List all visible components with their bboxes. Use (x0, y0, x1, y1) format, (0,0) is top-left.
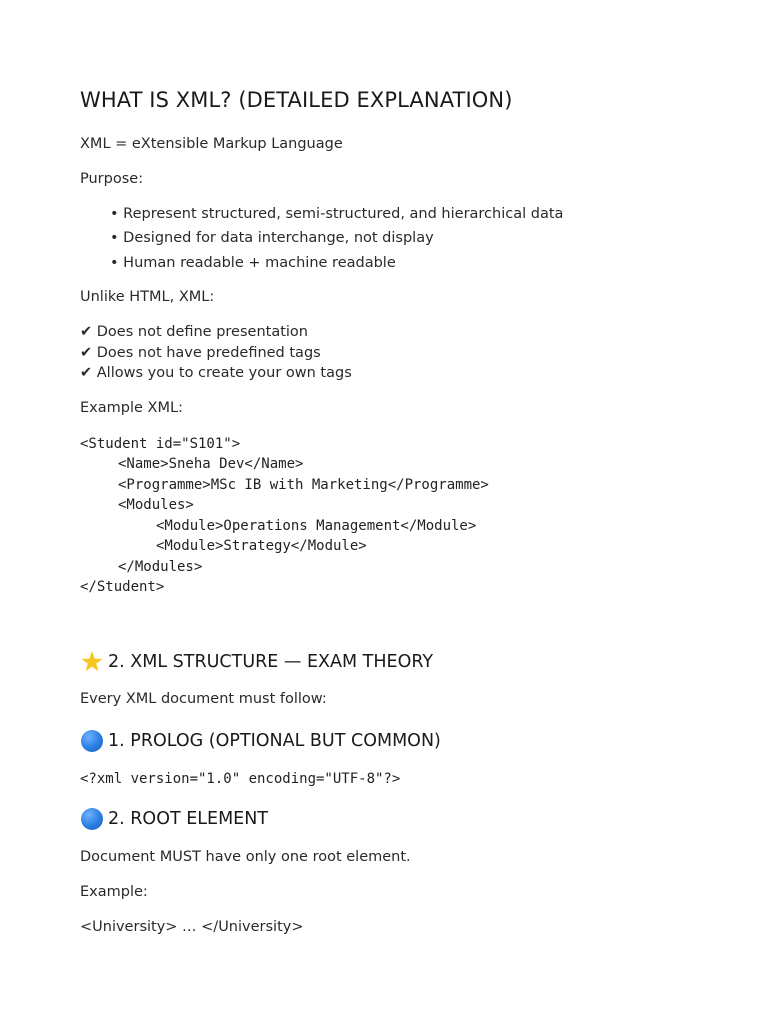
definition-text: XML = eXtensible Markup Language (80, 136, 343, 152)
blue-circle-icon (80, 729, 104, 753)
purpose-label: Purpose: (80, 171, 144, 187)
code-line: <Modules> (118, 497, 194, 513)
subsection-heading-prolog (80, 729, 441, 753)
star-icon (80, 650, 104, 674)
example-label: Example XML: (80, 400, 183, 416)
purpose-item: • Designed for data interchange, not display (110, 230, 434, 246)
code-line: </Student> (80, 579, 165, 595)
code-line: <Student id="S101"> (80, 436, 241, 452)
section-intro: Every XML document must follow: (80, 691, 327, 707)
root-text: Document MUST have only one root element. (80, 849, 411, 865)
section-heading (80, 650, 433, 674)
code-line: </Modules> (118, 559, 203, 575)
purpose-item: • Represent structured, semi-structured, and hierarchical data (110, 206, 564, 222)
root-example: <University> … </University> (80, 919, 304, 935)
subsection-heading-text: 2. ROOT ELEMENT (108, 809, 269, 829)
code-line: <Module>Strategy</Module> (156, 538, 367, 554)
subsection-heading-text: 1. PROLOG (OPTIONAL BUT COMMON) (108, 731, 441, 751)
blue-circle-icon (80, 807, 104, 831)
purpose-item: • Human readable + machine readable (110, 255, 396, 271)
code-line: <Module>Operations Management</Module> (156, 518, 477, 534)
prolog-code: <?xml version="1.0" encoding="UTF-8"?> (80, 771, 401, 787)
root-example-label: Example: (80, 884, 148, 900)
page-title: WHAT IS XML? (DETAILED EXPLANATION) (80, 88, 513, 112)
subsection-heading-root (80, 807, 268, 831)
unlike-item: ✔ Does not define presentation (80, 324, 308, 340)
code-line: <Programme>MSc IB with Marketing</Programme> (118, 477, 489, 493)
code-line: <Name>Sneha Dev</Name> (118, 456, 304, 472)
section-heading-text: 2. XML STRUCTURE — EXAM THEORY (108, 652, 434, 672)
unlike-item: ✔ Does not have predefined tags (80, 345, 321, 361)
unlike-label: Unlike HTML, XML: (80, 289, 215, 305)
unlike-item: ✔ Allows you to create your own tags (80, 365, 352, 381)
